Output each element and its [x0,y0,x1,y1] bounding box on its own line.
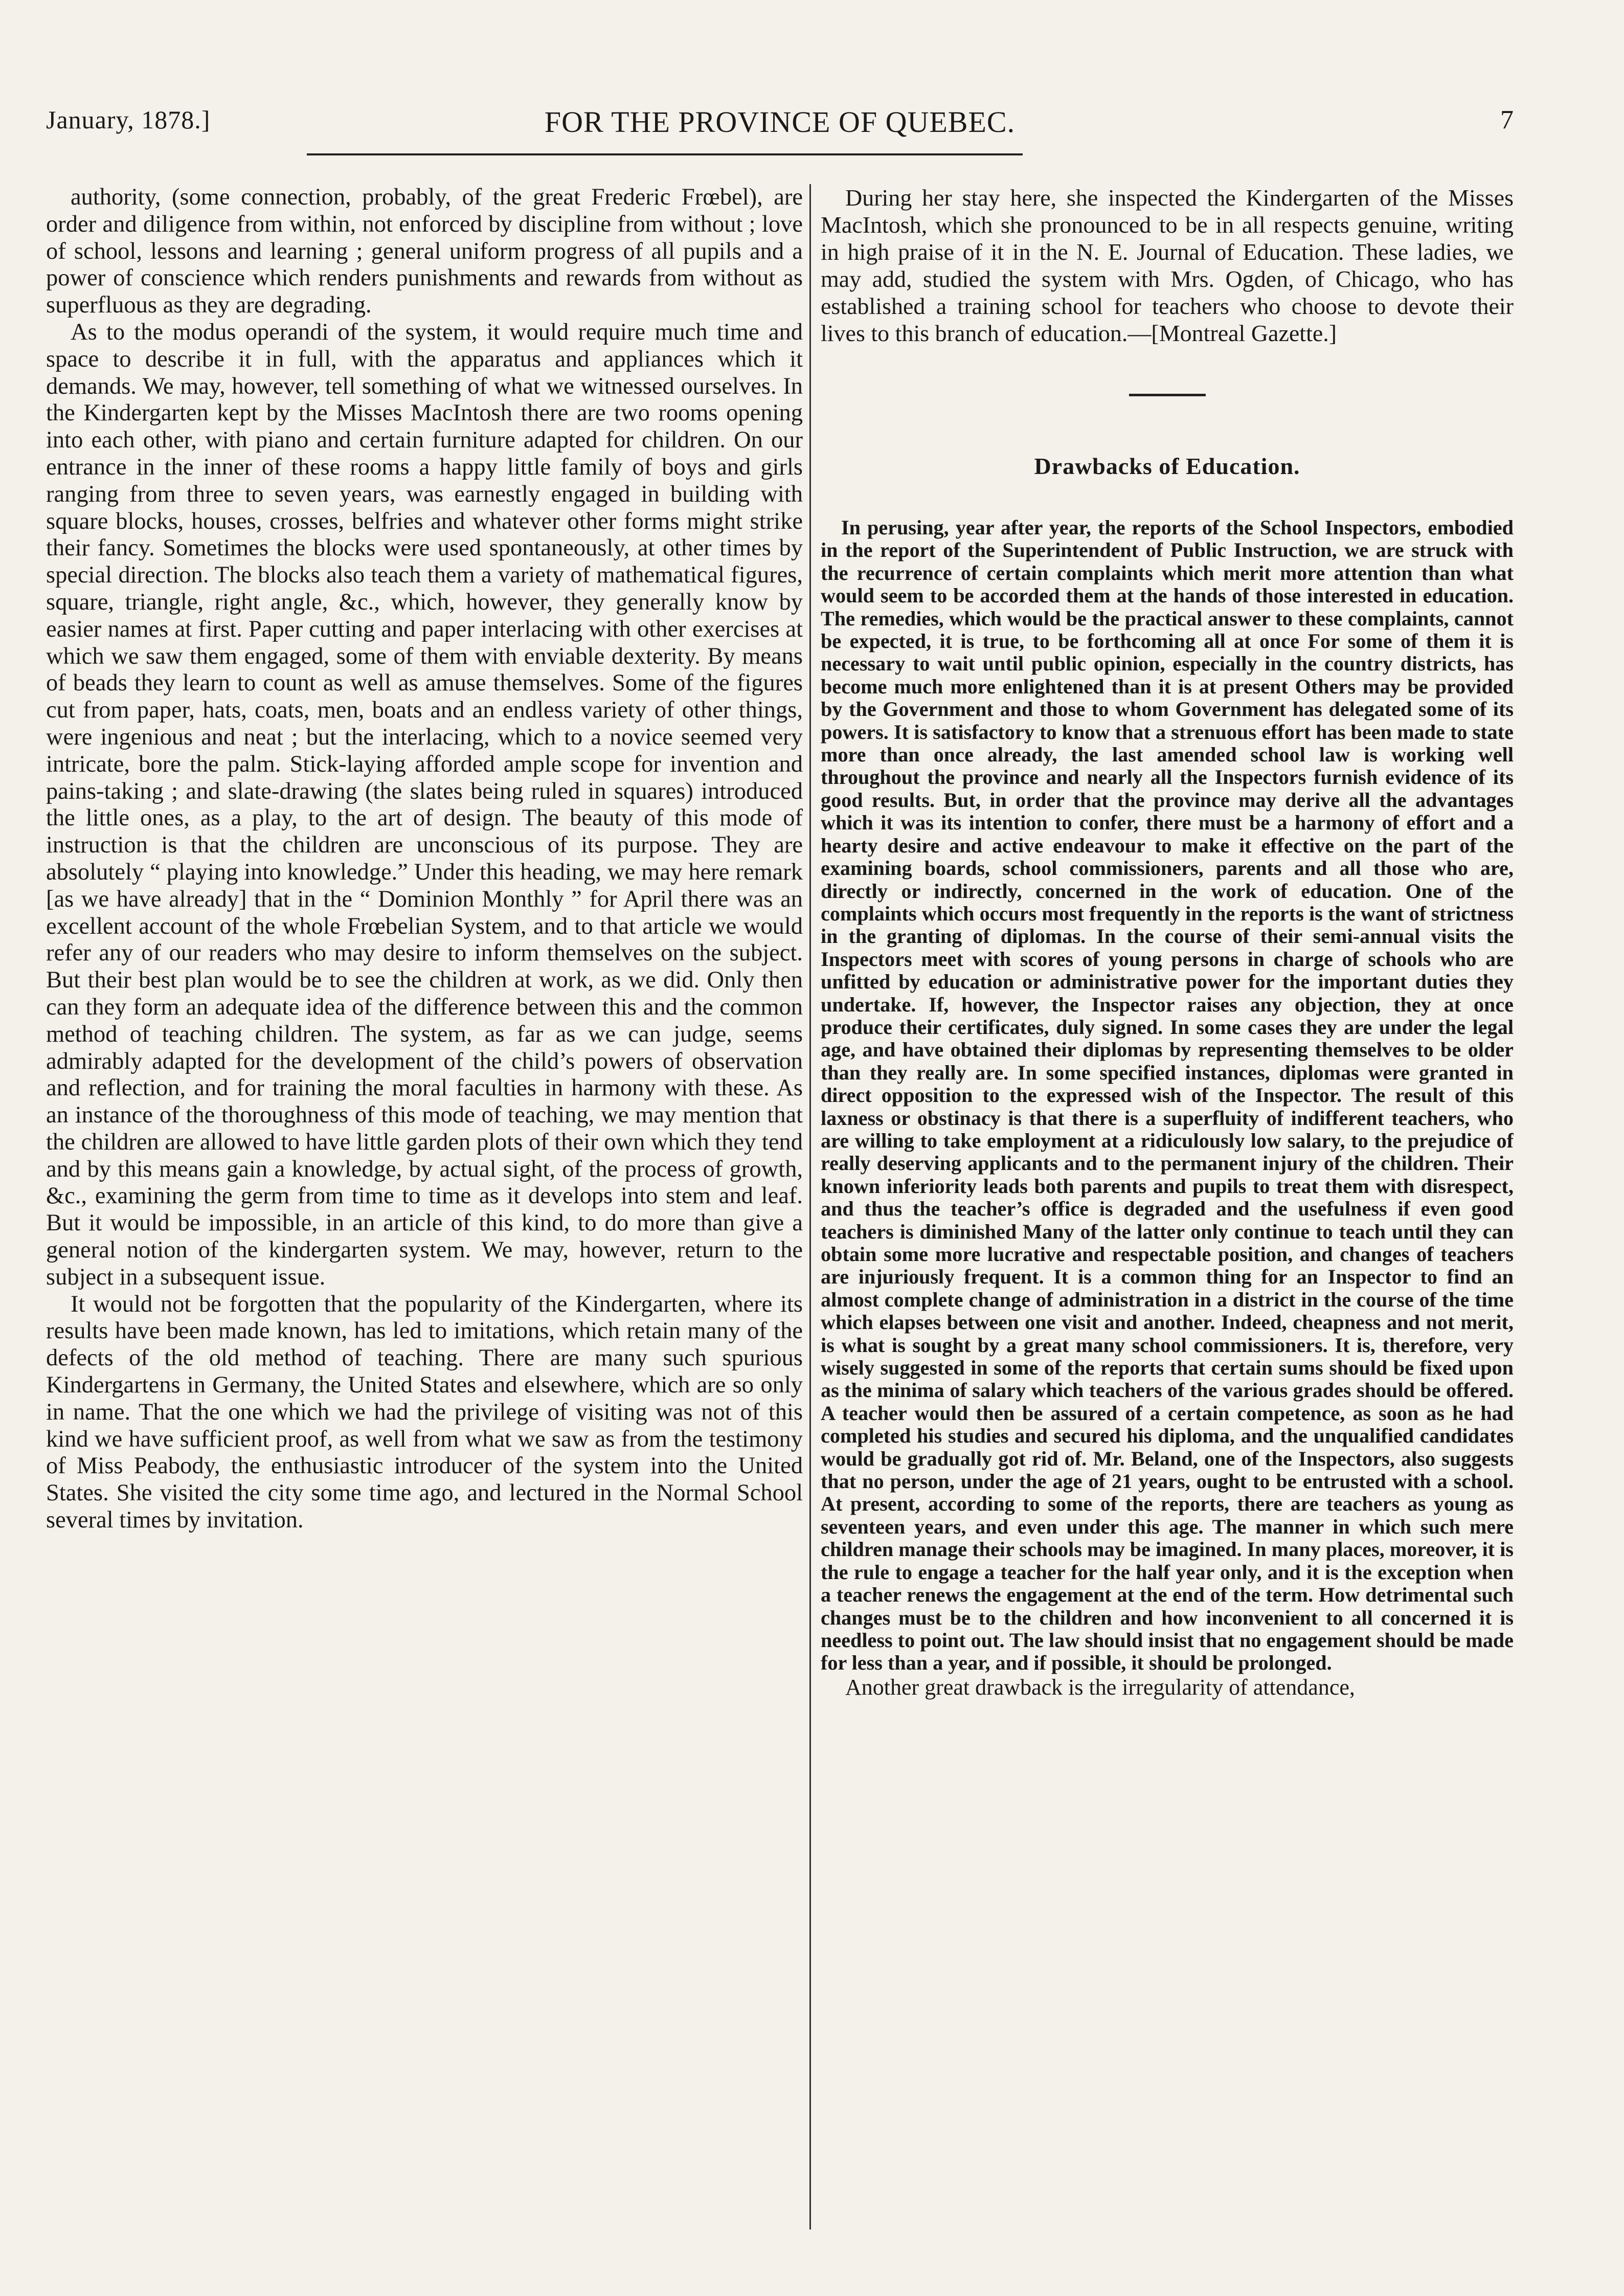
closing-line: Another great drawback is the irregularity of attendance, [845,1674,1355,1700]
left-paragraph-1: authority, (some connection, probably, of the great Frederic Frœbel), are order and diligence from within, not enforced by discipline from without ; love of school, lessons and learning ; general uniform progress of all pupils and a power of conscience which renders punishments and rewards from without as superfluous as they are degrading. [46,184,803,319]
right-intro-paragraph: During her stay here, she inspected the Kindergarten of the Misses MacIntosh, which she pronounced to be in all respects genuine, writing in high praise of it in the N. E. Journal of Education. These ladies, we may add, studied the system with Mrs. Ogden, of Chicago, who has established a training school for teachers who choose to devote their lives to this branch of education.—[Montreal Gazette.] [821,185,1514,346]
page-number: 7 [1500,105,1514,134]
left-paragraph-2: As to the modus operandi of the system, it would require much time and space to describe it in full, with the apparatus and appliances which it demands. We may, however, tell something of what we witnessed ourselves. In the Kindergarten kept by the Misses MacIntosh there are two rooms opening into each other, with piano and certain furniture adapted for children. On our entrance in the inner of these rooms a happy little family of boys and girls ranging from three to seven years, was earnestly engaged in building with square blocks, houses, crosses, belfries and whatever other forms might strike their fancy. Sometimes the blocks were used spontaneously, at other times by special direction. The blocks also teach them a variety of mathematical figures, square, triangle, right angle, &c., which, however, they generally know by easier names at first. Paper cutting and paper interlacing with other exercises at which we saw them engaged, some of them with enviable dexterity. By means of beads they learn to count as well as amuse themselves. Some of the figures cut from paper, hats, coats, men, boats and an endless variety of other things, were ingenious and neat ; but the interlacing, which to a novice seemed very intricate, bore the palm. Stick-laying afforded ample scope for invention and pains-taking ; and slate-drawing (the slates being ruled in squares) introduced the little ones, as a play, to the art of design. The beauty of this mode of instruction is that the children are unconscious of its purpose. They are absolutely “ playing into knowledge.” Under this heading, we may here remark [as we have already] that in the “ Dominion Monthly ” for April there was an excellent account of the whole Frœbelian System, and to that article we would refer any of our readers who may desire to inform themselves on the subject. But their best plan would be to see the children at work, as we did. Only then can they form an adequate idea of the difference between this and the common method of teaching children. The system, as far as we can judge, seems admirably adapted for the development of the child’s powers of observation and reflection, and for training the moral faculties in harmony with these. As an instance of the thoroughness of this mode of teaching, we may mention that the children are allowed to have little garden plots of their own which they tend and by this means gain a knowledge, by actual sight, of the process of growth, &c., examining the germ from time to time as it develops into stem and leaf. But it would be impossible, in an article of this kind, to do more than give a general notion of the kindergarten system. We may, however, return to the subject in a subsequent issue. [46,319,803,1290]
column-divider [809,184,811,2230]
header-date: January, 1878.] [46,105,211,134]
article-body [821,516,1514,1675]
left-column [46,184,803,2230]
section-rule [1129,394,1206,396]
header-title: FOR THE PROVINCE OF QUEBEC. [544,105,1016,139]
section-heading: Drawbacks of Education. [1034,453,1300,479]
header-rule [307,153,1023,155]
page-header [46,105,1514,141]
right-column [821,184,1514,2230]
left-paragraph-3: It would not be forgotten that the popularity of the Kindergarten, where its results have been made known, has led to imitations, which retain many of the defects of the old method of teaching. There are many such spurious Kindergartens in Germany, the United States and elsewhere, which are so only in name. That the one which we had the privilege of visiting was not of this kind we have sufficient proof, as well from what we saw as from the testimony of Miss Peabody, the enthusiastic introducer of the system into the United States. She visited the city some time ago, and lectured in the Normal School several times by invitation. [46,1291,803,1534]
article-paragraph: In perusing, year after year, the reports of the School Inspectors, embodied in the report of the Superintendent of Public Instruction, we are struck with the recurrence of certain complaints which merit more attention than what would seem to be accorded them at the hands of those interested in education. The remedies, which would be the practical answer to these complaints, cannot be expected, it is true, to be forthcoming all at once For some of them it is necessary to wait until public opinion, especially in the country districts, has become much more enlightened than it is at present Others may be provided by the Government and those to whom Government has delegated some of its powers. It is satisfactory to know that a strenuous effort has been made to state more than once already, the last amended school law is working well throughout the province and nearly all the Inspectors furnish evidence of its good results. But, in order that the province may derive all the advantages which it was its intention to confer, there must be a harmony of effort and a hearty desire and active endeavour to make it effective on the part of the examining boards, school commissioners, parents and all those who are, directly or indirectly, concerned in the work of education. One of the complaints which occurs most frequently in the reports is the want of strictness in the granting of diplomas. In the course of their semi-annual visits the Inspectors meet with scores of young persons in charge of schools who are unfitted by education or administrative power for the important duties they undertake. If, however, the Inspector raises any objection, they at once produce their certificates, duly signed. In some cases they are under the legal age, and have obtained their diplomas by representing themselves to be older than they really are. In some specified instances, diplomas were granted in direct opposition to the expressed wish of the Inspector. The result of this laxness or obstinacy is that there is a superfluity of indifferent teachers, who are willing to take employment at a ridiculously low salary, to the prejudice of really deserving applicants and to the permanent injury of the children. Their known inferiority leads both parents and pupils to treat them with disrespect, and thus the teacher’s office is degraded and the usefulness if even good teachers is diminished Many of the latter only continue to teach until they can obtain some more lucrative and respectable position, and changes of teachers are injuriously frequent. It is a common thing for an Inspector to find an almost complete change of administration in a district in the course of the time which elapses between one visit and another. Indeed, cheapness and not merit, is what is sought by a great many school commissioners. It is, therefore, very wisely suggested in some of the reports that certain sums should be fixed upon as the minima of salary which teachers of the various grades should be offered. A teacher would then be assured of a certain competence, as soon as he had completed his studies and secured his diploma, and the unqualified candidates would be gradually got rid of. Mr. Beland, one of the Inspectors, also suggests that no person, under the age of 21 years, ought to be entrusted with a school. At present, according to some of the reports, there are teachers as young as seventeen years, and even under this age. The manner in which such mere children manage their schools may be imagined. In many places, moreover, it is the rule to engage a teacher for the half year only, and it is the exception when a teacher renews the engagement at the end of the term. How detrimental such changes must be to the children and how inconvenient to all concerned it is needless to point out. The law should insist that no engagement should be made for less than a year, and if possible, it should be prolonged. [821,516,1514,1675]
